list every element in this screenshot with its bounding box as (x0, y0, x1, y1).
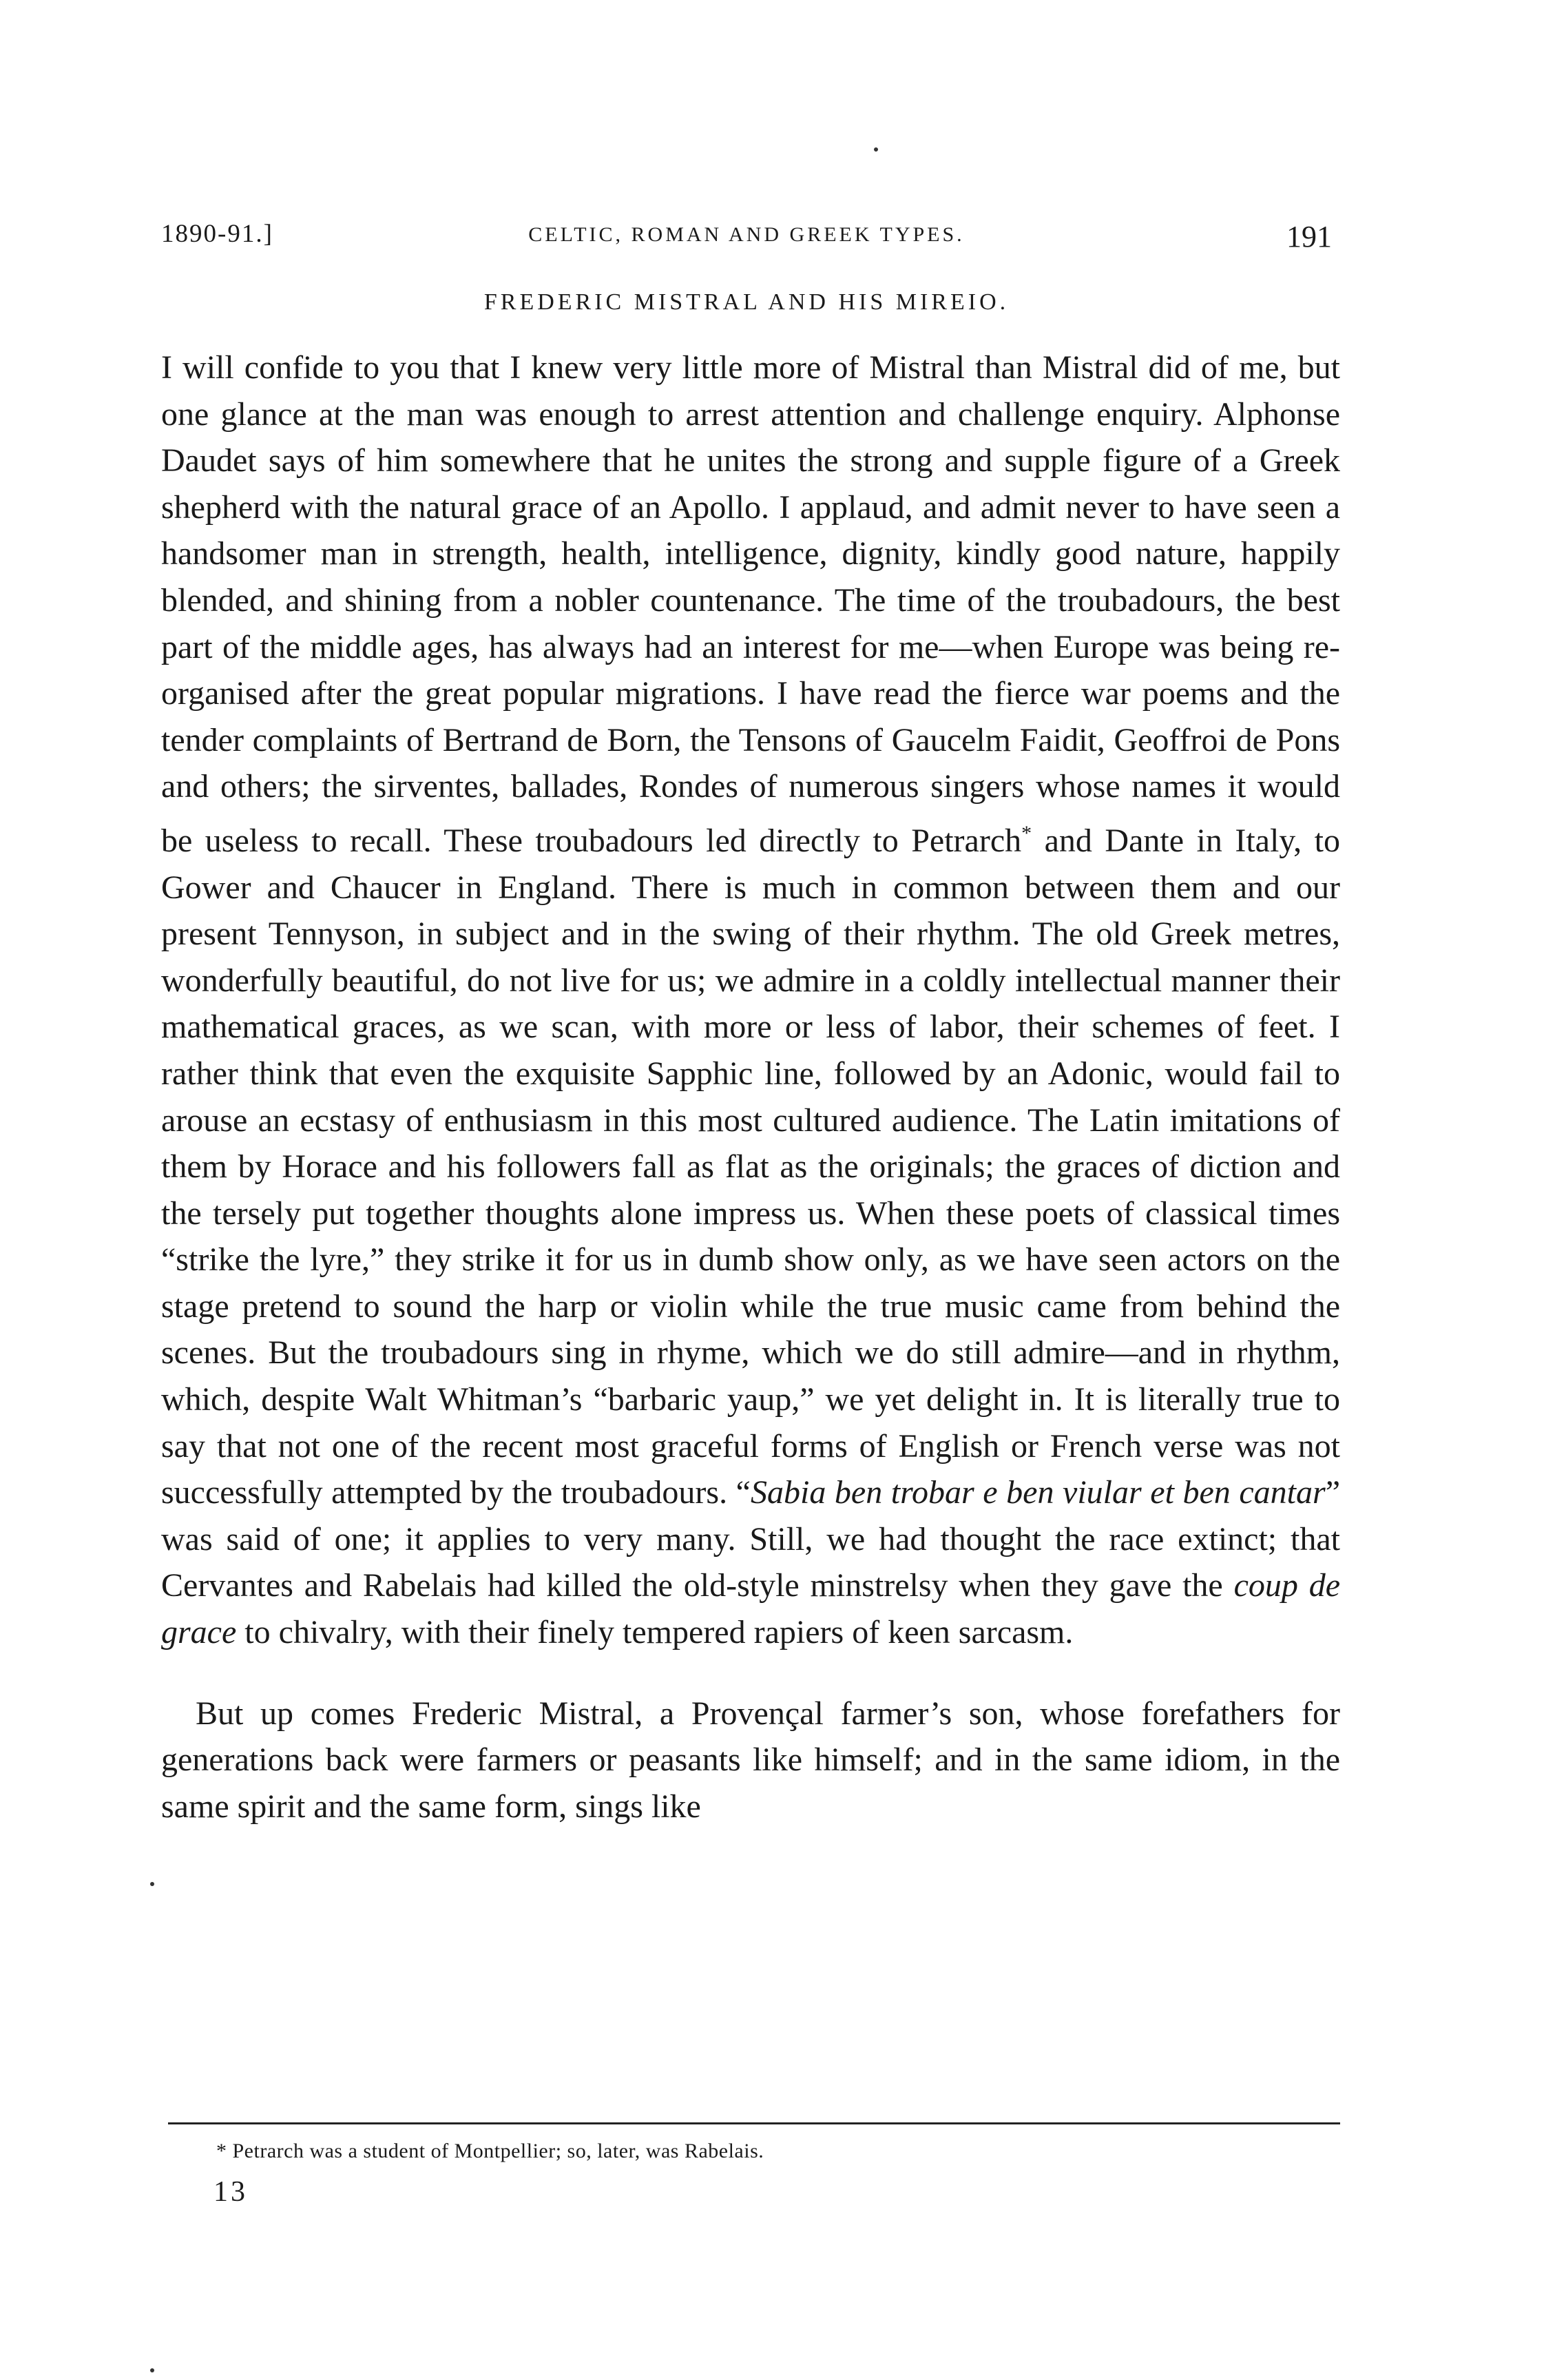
running-head-title: CELTIC, ROMAN AND GREEK TYPES. (528, 223, 965, 246)
section-title: FREDERIC MISTRAL AND HIS MIREIO. (483, 289, 1010, 315)
running-head (161, 219, 1332, 260)
signature-mark: 13 (213, 2176, 248, 2208)
coup-de-grace: coup de grace (161, 1567, 1341, 1651)
margin-dot (874, 147, 878, 152)
troubadour-quote: Sabia ben trobar e ben viular et ben cantar (750, 1474, 1326, 1511)
paragraph-2: But up comes Frederic Mistral, a Provençal farmer’s son, whose forefathers for generations back were farmers or peasants like himself; and in the same idiom, in the same spirit and the same form, sings like (161, 1695, 1340, 1825)
paragraph-1-part-a: I will confide to you that I knew very little more of Mistral than Mistral did of me, but one glance at the man was enough to arrest attention and challenge enquiry. Alphonse Daudet says of him somewhere that he unites the strong and supple figure of a Greek shepherd with the natural grace of an Apollo. I applaud, and admit never to have seen a handsomer man in strength, health, intelligence, dignity, kindly good nature, happily blended, and shining from a nobler countenance. The time of the troubadours, the best part of the middle ages, has always had an interest for me—when Europe was being re-organised after the great popular migrations. I have read the fierce war poems and the tender complaints of Bertrand de Born, the Tensons of Gaucelm Faidit, Geoffroi de Pons and others; the sirventes, ballades, Rondes of numerous singers whose names it would be useless to recall. These troubadours led directly to Petrarch (161, 349, 1340, 859)
margin-dot (150, 2368, 154, 2372)
page-number: 191 (1286, 220, 1332, 253)
paragraph-1-part-c: ” was said of one; it applies to very many. Still, we had thought the race extinct; that Cervantes and Rabelais had killed the old-style minstrelsy when they gave the (161, 1474, 1340, 1604)
paragraph-1 (161, 344, 1340, 1656)
margin-dot (150, 1882, 154, 1886)
running-head-year: 1890-91.] (161, 220, 273, 248)
paragraph-1-part-d: to chivalry, with their finely tempered rapiers of keen sarcasm. (236, 1614, 1074, 1651)
footnote-rule (168, 2122, 1340, 2124)
body-text (161, 344, 1340, 1830)
paragraph-1-part-b: and Dante in Italy, to Gower and Chaucer in England. There is much in common between them and our present Tennyson, in subject and in the swing of their rhythm. The old Greek metres, wonderfully beautiful, do not live for us; we admire in a coldly intellectual manner their mathematical graces, as we scan, with more or less of labor, their schemes of feet. I rather think that even the exquisite Sapphic line, followed by an Adonic, would fail to arouse an ecstasy of enthusiasm in this most cultured audience. The Latin imitations of them by Horace and his followers fall as flat as the originals; the graces of diction and the tersely put together thoughts alone impress us. When these poets of classical times “strike the lyre,” they strike it for us in dumb show only, as we have seen actors on the stage pretend to sound the harp or violin while the true music came from behind the scenes. But the troubadours sing in rhyme, which we do still admire—and in rhythm, which, despite Walt Whitman’s “barbaric yaup,” we yet delight in. It is literally true to say that not one of the recent most graceful forms of English or French verse was not successfully attempted by the troubadours. “ (161, 822, 1340, 1511)
footnote: * Petrarch was a student of Montpellier; so, later, was Rabelais. (216, 2140, 764, 2162)
footnote-marker: * (1021, 821, 1032, 845)
